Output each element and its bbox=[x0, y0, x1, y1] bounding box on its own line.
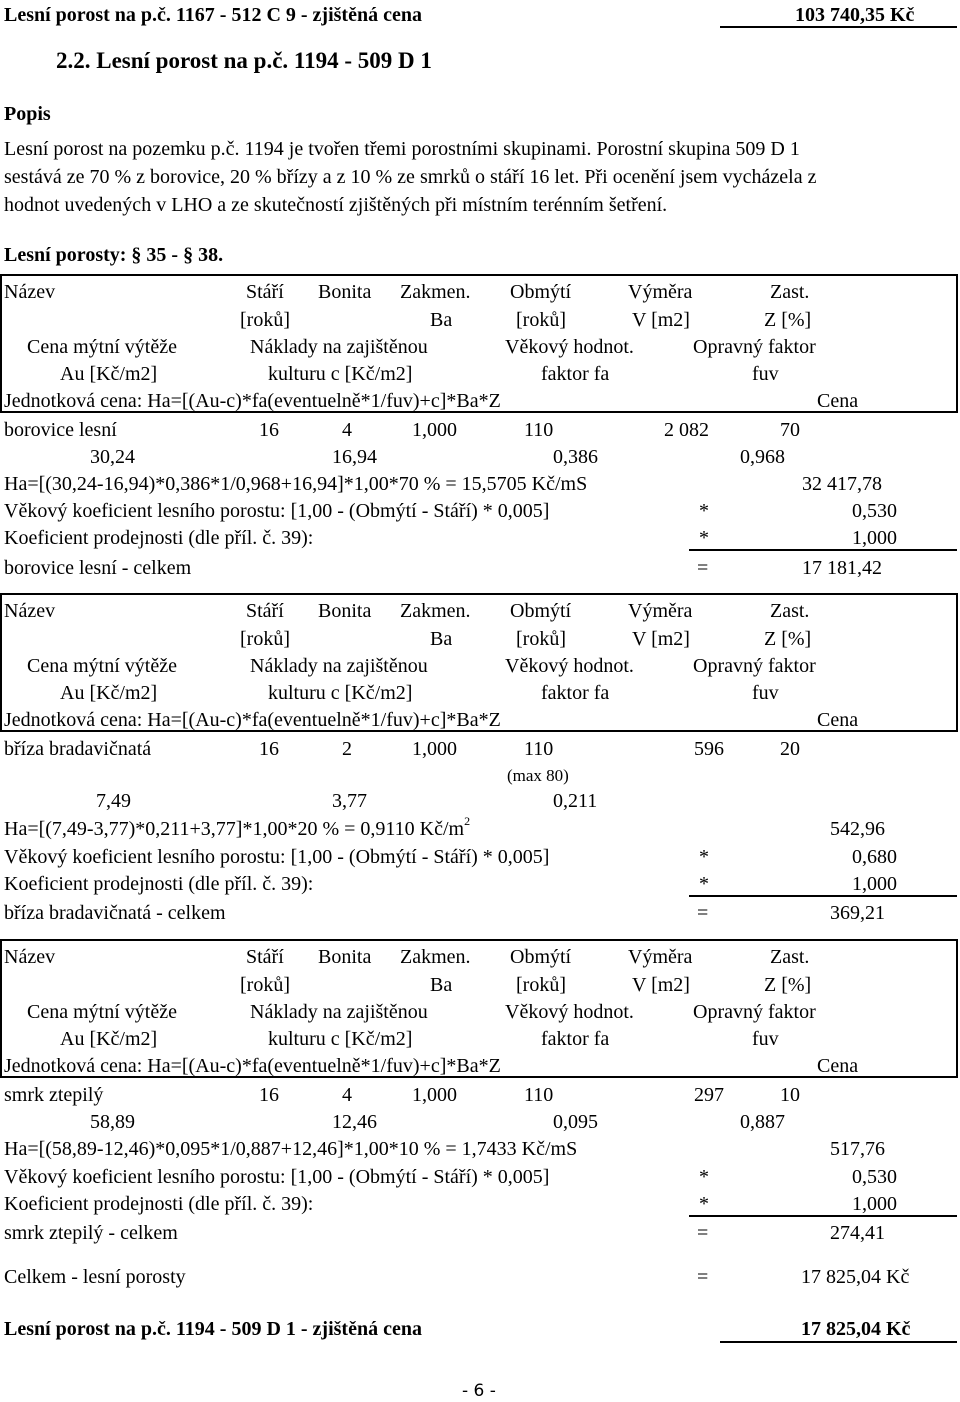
col-kulturu: kulturu c [Kč/m2] bbox=[268, 363, 413, 385]
col-naklady: Náklady na zajištěnou bbox=[250, 655, 428, 677]
col-fuv: fuv bbox=[752, 363, 779, 385]
col-ba: Ba bbox=[430, 309, 453, 331]
range-dot: . bbox=[218, 244, 224, 266]
species-vymera: 2 082 bbox=[664, 419, 709, 441]
col-ba: Ba bbox=[430, 628, 453, 650]
species-zakmen: 1,000 bbox=[412, 419, 457, 441]
species-obmyti: 110 bbox=[524, 738, 554, 760]
col-zast: Zast. bbox=[770, 600, 810, 622]
prev-section-title: Lesní porost na p.č. 1167 - 512 C 9 - zjištěná cena bbox=[4, 4, 422, 26]
lesni-porosty-text: Lesní porosty: bbox=[4, 244, 127, 266]
species-fuv: 0,887 bbox=[740, 1111, 785, 1133]
formula-text: Ha=[(7,49-3,77)*0,211+3,77]*1,00*20 % = 0,9110 Kč/m bbox=[4, 818, 465, 840]
species-au: 30,24 bbox=[90, 446, 135, 468]
col-stari-unit: [roků] bbox=[240, 628, 290, 650]
col-faktor-fa: faktor fa bbox=[541, 682, 610, 704]
species-vekovy-text: Věkový koeficient lesního porostu: [1,00 - (Obmýtí - Stáří) * 0,005] bbox=[4, 500, 550, 522]
col-zast-unit: Z [%] bbox=[764, 309, 812, 331]
formula-text: Ha=[(58,89-12,46)*0,095*1/0,887+12,46]*1,00*10 % = 1,7433 Kč/mS bbox=[4, 1138, 578, 1160]
species-name: smrk ztepilý bbox=[4, 1084, 104, 1106]
col-naklady: Náklady na zajištěnou bbox=[250, 336, 428, 358]
popis-line: Lesní porost na pozemku p.č. 1194 je tvořen třemi porostními skupinami. Porostní skupina 509 D 1 bbox=[4, 138, 800, 160]
section-heading: 2.2. Lesní porost na p.č. 1194 - 509 D 1 bbox=[56, 48, 432, 73]
species-vymera: 596 bbox=[694, 738, 724, 760]
col-obmyti: Obmýtí bbox=[510, 600, 572, 622]
col-kulturu: kulturu c [Kč/m2] bbox=[268, 1028, 413, 1050]
subtotal-line bbox=[689, 549, 957, 551]
formula-text: Ha=[(30,24-16,94)*0,386*1/0,968+16,94]*1,00*70 % = 15,5705 Kč/mS bbox=[4, 473, 588, 495]
col-vymera: Výměra bbox=[628, 946, 693, 968]
col-stari: Stáří bbox=[246, 600, 284, 622]
col-cena: Cena bbox=[817, 709, 859, 731]
species-bonita: 2 bbox=[342, 738, 352, 760]
species-total-value: 369,21 bbox=[830, 902, 885, 924]
col-stari: Stáří bbox=[246, 281, 284, 303]
species-total-value: 17 181,42 bbox=[802, 557, 882, 579]
species-fa: 0,211 bbox=[553, 790, 598, 812]
species-total-text: smrk ztepilý - celkem bbox=[4, 1222, 178, 1244]
col-zakmen: Zakmen. bbox=[400, 600, 471, 622]
col-bonita: Bonita bbox=[318, 946, 372, 968]
species-stari: 16 bbox=[259, 419, 279, 441]
section-mark-icon: § bbox=[183, 244, 194, 266]
species-total-op: = bbox=[697, 557, 709, 579]
col-zast-unit: Z [%] bbox=[764, 974, 812, 996]
col-cena: Cena bbox=[817, 1055, 859, 1077]
species-zast: 70 bbox=[780, 419, 800, 441]
species-koef-text: Koeficient prodejnosti (dle příl. č. 39): bbox=[4, 873, 314, 895]
col-faktor-fa: faktor fa bbox=[541, 363, 610, 385]
celkem-op: = bbox=[697, 1266, 709, 1288]
species-fa: 0,095 bbox=[553, 1111, 598, 1133]
species-formula bbox=[4, 814, 471, 840]
lesni-porosty-label bbox=[4, 245, 223, 265]
species-vekovy-op: * bbox=[699, 500, 709, 522]
col-au: Au [Kč/m2] bbox=[60, 1028, 158, 1050]
col-kulturu: kulturu c [Kč/m2] bbox=[268, 682, 413, 704]
species-formula-value: 517,76 bbox=[830, 1138, 885, 1160]
species-vymera: 297 bbox=[694, 1084, 724, 1106]
col-ba: Ba bbox=[430, 974, 453, 996]
section-mark-icon: § bbox=[131, 244, 142, 266]
range-dash: - bbox=[171, 244, 179, 266]
col-cena: Cena bbox=[817, 390, 859, 412]
col-jednotkova: Jednotková cena: Ha=[(Au-c)*fa(eventuelně*1/fuv)+c]*Ba*Z bbox=[4, 390, 501, 412]
species-vekovy-value: 0,680 bbox=[852, 846, 897, 868]
col-zast: Zast. bbox=[770, 946, 810, 968]
species-koef-text: Koeficient prodejnosti (dle příl. č. 39): bbox=[4, 1193, 314, 1215]
species-zakmen: 1,000 bbox=[412, 738, 457, 760]
range-to: 38 bbox=[198, 244, 219, 266]
species-koef-value: 1,000 bbox=[852, 527, 897, 549]
top-value-underline bbox=[720, 26, 957, 28]
col-zast: Zast. bbox=[770, 281, 810, 303]
species-total-op: = bbox=[697, 1222, 709, 1244]
species-zast: 20 bbox=[780, 738, 800, 760]
popis-heading: Popis bbox=[4, 103, 51, 125]
col-vekovy: Věkový hodnot. bbox=[505, 336, 634, 358]
species-bonita: 4 bbox=[342, 1084, 352, 1106]
col-nazev: Název bbox=[4, 281, 56, 303]
col-opravny: Opravný faktor bbox=[693, 1001, 816, 1023]
col-bonita: Bonita bbox=[318, 600, 372, 622]
species-stari: 16 bbox=[259, 738, 279, 760]
col-bonita: Bonita bbox=[318, 281, 372, 303]
species-vekovy-text: Věkový koeficient lesního porostu: [1,00 - (Obmýtí - Stáří) * 0,005] bbox=[4, 1166, 550, 1188]
species-koef-op: * bbox=[699, 527, 709, 549]
col-jednotkova: Jednotková cena: Ha=[(Au-c)*fa(eventuelně*1/fuv)+c]*Ba*Z bbox=[4, 1055, 501, 1077]
species-note: (max 80) bbox=[507, 766, 569, 785]
col-zast-unit: Z [%] bbox=[764, 628, 812, 650]
col-naklady: Náklady na zajištěnou bbox=[250, 1001, 428, 1023]
species-koef-text: Koeficient prodejnosti (dle příl. č. 39): bbox=[4, 527, 314, 549]
page-number: - 6 - bbox=[462, 1381, 496, 1401]
col-opravny: Opravný faktor bbox=[693, 655, 816, 677]
col-fuv: fuv bbox=[752, 1028, 779, 1050]
species-vekovy-op: * bbox=[699, 1166, 709, 1188]
col-fuv: fuv bbox=[752, 682, 779, 704]
col-opravny: Opravný faktor bbox=[693, 336, 816, 358]
species-koef-op: * bbox=[699, 873, 709, 895]
species-stari: 16 bbox=[259, 1084, 279, 1106]
species-obmyti: 110 bbox=[524, 1084, 554, 1106]
col-jednotkova: Jednotková cena: Ha=[(Au-c)*fa(eventuelně*1/fuv)+c]*Ba*Z bbox=[4, 709, 501, 731]
species-zakmen: 1,000 bbox=[412, 1084, 457, 1106]
species-name: bříza bradavičnatá bbox=[4, 738, 152, 760]
species-koef-value: 1,000 bbox=[852, 1193, 897, 1215]
popis-line: hodnot uvedených v LHO a ze skutečností zjištěných při místním terénním šetření. bbox=[4, 194, 668, 216]
col-cena-mytni: Cena mýtní výtěže bbox=[27, 1001, 177, 1023]
col-vymera: Výměra bbox=[628, 600, 693, 622]
species-vekovy-value: 0,530 bbox=[852, 500, 897, 522]
species-au: 58,89 bbox=[90, 1111, 135, 1133]
species-vekovy-op: * bbox=[699, 846, 709, 868]
species-total-text: borovice lesní - celkem bbox=[4, 557, 192, 579]
species-c: 16,94 bbox=[332, 446, 377, 468]
species-vekovy-text: Věkový koeficient lesního porostu: [1,00 - (Obmýtí - Stáří) * 0,005] bbox=[4, 846, 550, 868]
col-zakmen: Zakmen. bbox=[400, 281, 471, 303]
col-zakmen: Zakmen. bbox=[400, 946, 471, 968]
col-obmyti-unit: [roků] bbox=[516, 974, 566, 996]
species-zast: 10 bbox=[780, 1084, 800, 1106]
col-vekovy: Věkový hodnot. bbox=[505, 655, 634, 677]
col-vymera-unit: V [m2] bbox=[632, 628, 690, 650]
col-obmyti-unit: [roků] bbox=[516, 309, 566, 331]
celkem-value: 17 825,04 Kč bbox=[801, 1266, 910, 1288]
col-faktor-fa: faktor fa bbox=[541, 1028, 610, 1050]
final-value: 17 825,04 Kč bbox=[801, 1318, 911, 1340]
species-bonita: 4 bbox=[342, 419, 352, 441]
col-vymera-unit: V [m2] bbox=[632, 974, 690, 996]
col-nazev: Název bbox=[4, 600, 56, 622]
col-au: Au [Kč/m2] bbox=[60, 363, 158, 385]
col-obmyti: Obmýtí bbox=[510, 281, 572, 303]
formula-sup: 2 bbox=[464, 814, 471, 828]
col-obmyti: Obmýtí bbox=[510, 946, 572, 968]
species-formula-value: 32 417,78 bbox=[802, 473, 882, 495]
col-vekovy: Věkový hodnot. bbox=[505, 1001, 634, 1023]
species-total-value: 274,41 bbox=[830, 1222, 885, 1244]
col-stari-unit: [roků] bbox=[240, 309, 290, 331]
final-underline bbox=[720, 1341, 957, 1343]
col-stari-unit: [roků] bbox=[240, 974, 290, 996]
col-obmyti-unit: [roků] bbox=[516, 628, 566, 650]
col-vymera-unit: V [m2] bbox=[632, 309, 690, 331]
species-au: 7,49 bbox=[96, 790, 131, 812]
species-formula-value: 542,96 bbox=[830, 818, 885, 840]
species-name: borovice lesní bbox=[4, 419, 117, 441]
col-au: Au [Kč/m2] bbox=[60, 682, 158, 704]
col-cena-mytni: Cena mýtní výtěže bbox=[27, 655, 177, 677]
species-c: 12,46 bbox=[332, 1111, 377, 1133]
col-stari: Stáří bbox=[246, 946, 284, 968]
species-fa: 0,386 bbox=[553, 446, 598, 468]
prev-section-value: 103 740,35 Kč bbox=[795, 4, 915, 26]
species-koef-value: 1,000 bbox=[852, 873, 897, 895]
species-koef-op: * bbox=[699, 1193, 709, 1215]
species-formula bbox=[4, 1139, 577, 1159]
species-formula bbox=[4, 474, 587, 494]
species-c: 3,77 bbox=[332, 790, 367, 812]
subtotal-line bbox=[689, 895, 957, 897]
species-total-op: = bbox=[697, 902, 709, 924]
col-vymera: Výměra bbox=[628, 281, 693, 303]
popis-line: sestává ze 70 % z borovice, 20 % břízy a z 10 % ze smrků o stáří 16 let. Při ocenění jsem vycházela z bbox=[4, 166, 817, 188]
subtotal-line bbox=[689, 1215, 957, 1217]
species-total-text: bříza bradavičnatá - celkem bbox=[4, 902, 226, 924]
species-vekovy-value: 0,530 bbox=[852, 1166, 897, 1188]
species-fuv: 0,968 bbox=[740, 446, 785, 468]
species-obmyti: 110 bbox=[524, 419, 554, 441]
col-nazev: Název bbox=[4, 946, 56, 968]
final-title: Lesní porost na p.č. 1194 - 509 D 1 - zjištěná cena bbox=[4, 1318, 422, 1340]
col-cena-mytni: Cena mýtní výtěže bbox=[27, 336, 177, 358]
celkem-text: Celkem - lesní porosty bbox=[4, 1266, 186, 1288]
range-from: 35 bbox=[146, 244, 167, 266]
